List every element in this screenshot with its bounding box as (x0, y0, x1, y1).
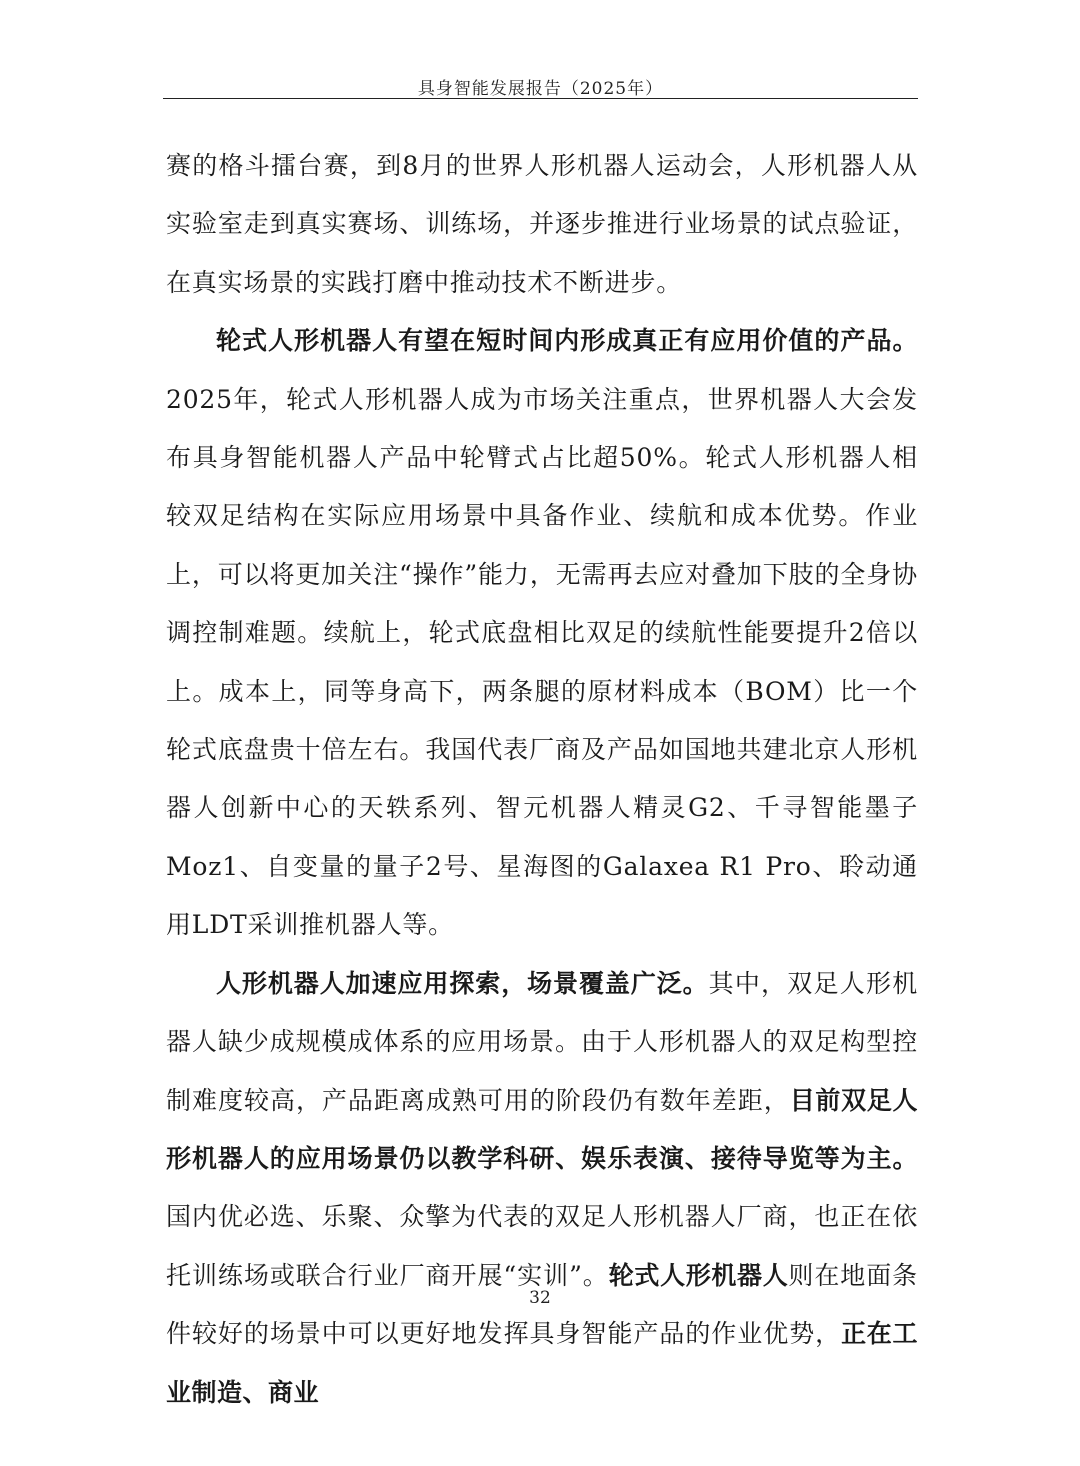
running-header: 具身智能发展报告（2025年） (417, 79, 664, 99)
paragraph-2-text: 2025年，轮式人形机器人成为市场关注重点，世界机器人大会发布具身智能机器人产品中轮臂式占比超50%。轮式人形机器人相较双足结构在实际应用场景中具备作业、续航和成本优势。作业上，可以将更加关注“操作”能力，无需再去应对叠加下肢的全身协调控制难题。续航上，轮式底盘相比双足的续航性能要提升2倍以上。成本上，同等身高下，两条腿的原材料成本（BOM）比一个轮式底盘贵十倍左右。我国代表厂商及产品如国地共建北京人形机器人创新中心的天轶系列、智元机器人精灵G2、千寻智能墨子Moz1、自变量的量子2号、星海图的Galaxea R1 Pro、聆动通用LDT采训推机器人等。 (166, 384, 918, 940)
paragraph-3-text-e: 则在地面条件较好的场景中可以更好地发挥具身智能产品的作业优势， (166, 1260, 918, 1349)
paragraph-1 (166, 137, 918, 312)
paragraph-2 (166, 312, 918, 954)
paragraph-3-bold-lead: 人形机器人加速应用探索，场景覆盖广泛。 (216, 968, 709, 998)
header-rule (163, 98, 918, 99)
paragraph-2-bold-lead: 轮式人形机器人有望在短时间内形成真正有应用价值的产品。 (216, 326, 918, 356)
page-number: 32 (529, 1288, 551, 1308)
paragraph-3-bold-d: 轮式人形机器人 (608, 1260, 789, 1290)
paragraph-1-text: 赛的格斗擂台赛，到8月的世界人形机器人运动会，人形机器人从实验室走到真实赛场、训练场，并逐步推进行业场景的试点验证，在真实场景的实践打磨中推动技术不断进步。 (166, 151, 918, 297)
paragraph-3-bold-f: 正在工业制造、商业 (166, 1319, 918, 1407)
paragraph-3-text-a: 其中，双足人形机器人缺少成规模成体系的应用场景。由于人形机器人的双足构型控制难度较高，产品距离成熟可用的阶段仍有数年差距， (166, 968, 918, 1115)
document-body (166, 137, 918, 1422)
paragraph-3 (166, 955, 918, 1422)
paragraph-3-bold-b: 目前双足人形机器人的应用场景仍以教学科研、娱乐表演、接待导览等为主。 (166, 1085, 918, 1173)
paragraph-3-text-c: 国内优必选、乐聚、众擎为代表的双足人形机器人厂商，也正在依托训练场或联合行业厂商开展“实训”。 (166, 1202, 918, 1290)
